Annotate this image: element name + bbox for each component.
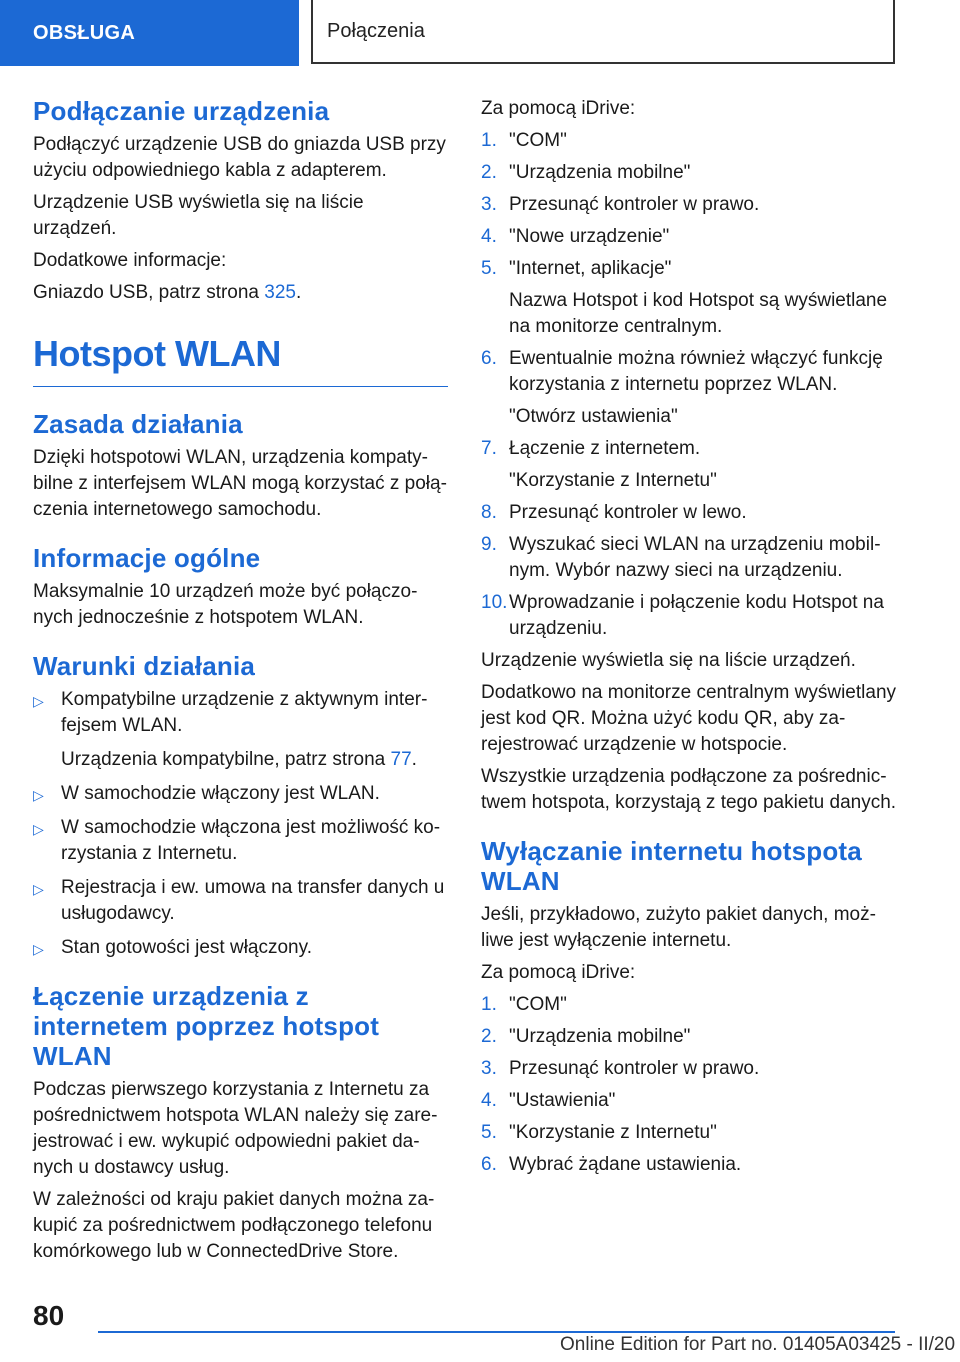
heading-connecting-via-hotspot: Łączenie urządzenia z internetem poprzez hotspot WLAN [33,981,380,1071]
step-text: Ewentualnie można również włączyć funkcję korzystania z internetu poprzez WLAN. [509,348,883,395]
step-text: "Internet, aplikacje" [509,258,672,279]
heading-connect-device: Podłączanie urządzenia [33,96,330,126]
section-tab: OBSŁUGA [0,0,299,66]
step-text: "Urządzenia mobilne" [509,1026,691,1047]
step-number: 4. [481,226,497,247]
step-number: 4. [481,1090,497,1111]
paragraph: Dodatkowe informacje: [33,250,227,271]
conditions-list [33,687,448,961]
step-item [481,256,899,340]
step-number: 7. [481,438,497,459]
list-item [33,781,448,807]
step-item [481,128,899,154]
footer-divider [98,1331,895,1333]
heading-principle: Zasada działania [33,409,243,439]
step-text: Wyszukać sieci WLAN na urządzeniu mobilnym. Wybór nazwy sieci na urządzeniu. [509,534,881,581]
step-text: Wprowadzanie i połączenie kodu Hotspot na urządzeniu. [509,592,884,639]
step-number: 2. [481,162,497,183]
list-item-text: Stan gotowości jest włączony. [61,937,312,958]
step-number: 3. [481,194,497,215]
text: Urządzenia kompatybilne, patrz strona [61,749,391,770]
step-text: "COM" [509,994,567,1015]
step-item [481,992,899,1018]
step-number: 3. [481,1058,497,1079]
step-number: 1. [481,130,497,151]
edition-text: Online Edition for Part no. 01405A03425 - II/20 [560,1334,956,1355]
step-item [481,500,899,526]
step-number: 6. [481,348,497,369]
step-number: 5. [481,258,497,279]
list-item-text: Kompatybilne urządzenie z aktywnym interfejsem WLAN. [61,689,428,736]
step-item [481,532,899,584]
paragraph: Podczas pierwszego korzystania z Internetu za pośrednictwem hotspota WLAN należy się zarejestrować i ew. wykupić odpowiedni pakiet danych u dostawcy usług. [33,1079,438,1178]
step-subtext: Nazwa Hotspot i kod Hotspot są wyświetlane na monitorze centralnym. [509,290,888,337]
list-item [33,687,448,773]
list-item [33,815,448,867]
step-item [481,590,899,642]
heading-hotspot-wlan: Hotspot WLAN [33,332,448,387]
paragraph: Urządzenie USB wyświetla się na liście urządzeń. [33,192,364,239]
step-text: Przesunąć kontroler w prawo. [509,1058,760,1079]
heading-conditions: Warunki działania [33,651,256,681]
triangle-bullet-icon: ▷ [33,941,44,957]
paragraph: Dzięki hotspotowi WLAN, urządzenia kompatybilne z interfejsem WLAN mogą korzystać z połączenia internetowego samochodu. [33,447,447,520]
step-item [481,1088,899,1114]
step-item [481,1152,899,1178]
steps-list [481,128,899,642]
list-item-text: W samochodzie włączony jest WLAN. [61,783,380,804]
list-item-text: Rejestracja i ew. umowa na transfer danych u usługodawcy. [61,877,445,924]
step-text: Łączenie z internetem. [509,438,701,459]
paragraph: Urządzenie wyświetla się na liście urządzeń. [481,650,856,671]
step-text: Przesunąć kontroler w lewo. [509,502,747,523]
triangle-bullet-icon: ▷ [33,787,44,803]
step-number: 6. [481,1154,497,1175]
left-column [33,96,448,1271]
list-item [33,875,448,927]
step-number: 2. [481,1026,497,1047]
text: . [295,282,302,303]
paragraph: Jeśli, przykładowo, zużyto pakiet danych, możliwe jest wyłączenie internetu. [481,904,876,951]
list-item [33,935,448,961]
heading-disable-hotspot-internet: Wyłączanie internetu hotspota WLAN [481,836,862,896]
paragraph: Maksymalnie 10 urządzeń może być połączonych jednocześnie z hotspotem WLAN. [33,581,418,628]
step-text: "Urządzenia mobilne" [509,162,691,183]
step-item [481,224,899,250]
step-text: "Korzystanie z Internetu" [509,1122,717,1143]
step-text: "Nowe urządzenie" [509,226,670,247]
step-number: 10. [481,592,508,613]
step-text: Przesunąć kontroler w prawo. [509,194,760,215]
step-item [481,436,899,494]
triangle-bullet-icon: ▷ [33,821,44,837]
paragraph [33,280,448,306]
step-number: 5. [481,1122,497,1143]
page-link[interactable]: 77 [390,749,412,770]
step-number: 9. [481,534,497,555]
right-column [481,96,899,1184]
paragraph: Za pomocą iDrive: [481,98,636,119]
list-item-subtext [61,747,448,773]
steps-list [481,992,899,1178]
step-item [481,160,899,186]
text: Gniazdo USB, patrz strona [33,282,265,303]
step-item [481,1120,899,1146]
paragraph: Za pomocą iDrive: [481,962,636,983]
step-subtext: "Korzystanie z Internetu" [509,470,717,491]
step-item [481,1024,899,1050]
step-number: 8. [481,502,497,523]
step-subtext: "Otwórz ustawienia" [509,406,678,427]
step-text: "Ustawienia" [509,1090,616,1111]
step-text: Wybrać żądane ustawienia. [509,1154,742,1175]
step-item [481,1056,899,1082]
step-text: "COM" [509,130,567,151]
chapter-title: Połączenia [311,0,895,64]
list-item-text: W samochodzie włączona jest możliwość korzystania z Internetu. [61,817,441,864]
text: . [411,749,417,770]
step-number: 1. [481,994,497,1015]
page-number: 80 [33,1300,65,1331]
step-item [481,192,899,218]
paragraph: Podłączyć urządzenie USB do gniazda USB przy użyciu odpowiedniego kabla z adapterem. [33,134,446,181]
triangle-bullet-icon: ▷ [33,881,44,897]
page-link[interactable]: 325 [264,282,296,303]
step-item [481,346,899,430]
page-header [0,0,960,66]
triangle-bullet-icon: ▷ [33,693,44,709]
paragraph: Dodatkowo na monitorze centralnym wyświetlany jest kod QR. Można użyć kodu QR, aby zarejestrować urządzenie w hotspocie. [481,682,897,755]
paragraph: W zależności od kraju pakiet danych można zakupić za pośrednictwem podłączonego telefonu komórkowego lub w ConnectedDrive Store. [33,1189,435,1262]
paragraph: Wszystkie urządzenia podłączone za pośrednictwem hotspota, korzystają z tego pakietu danych. [481,766,897,813]
heading-general-info: Informacje ogólne [33,543,261,573]
